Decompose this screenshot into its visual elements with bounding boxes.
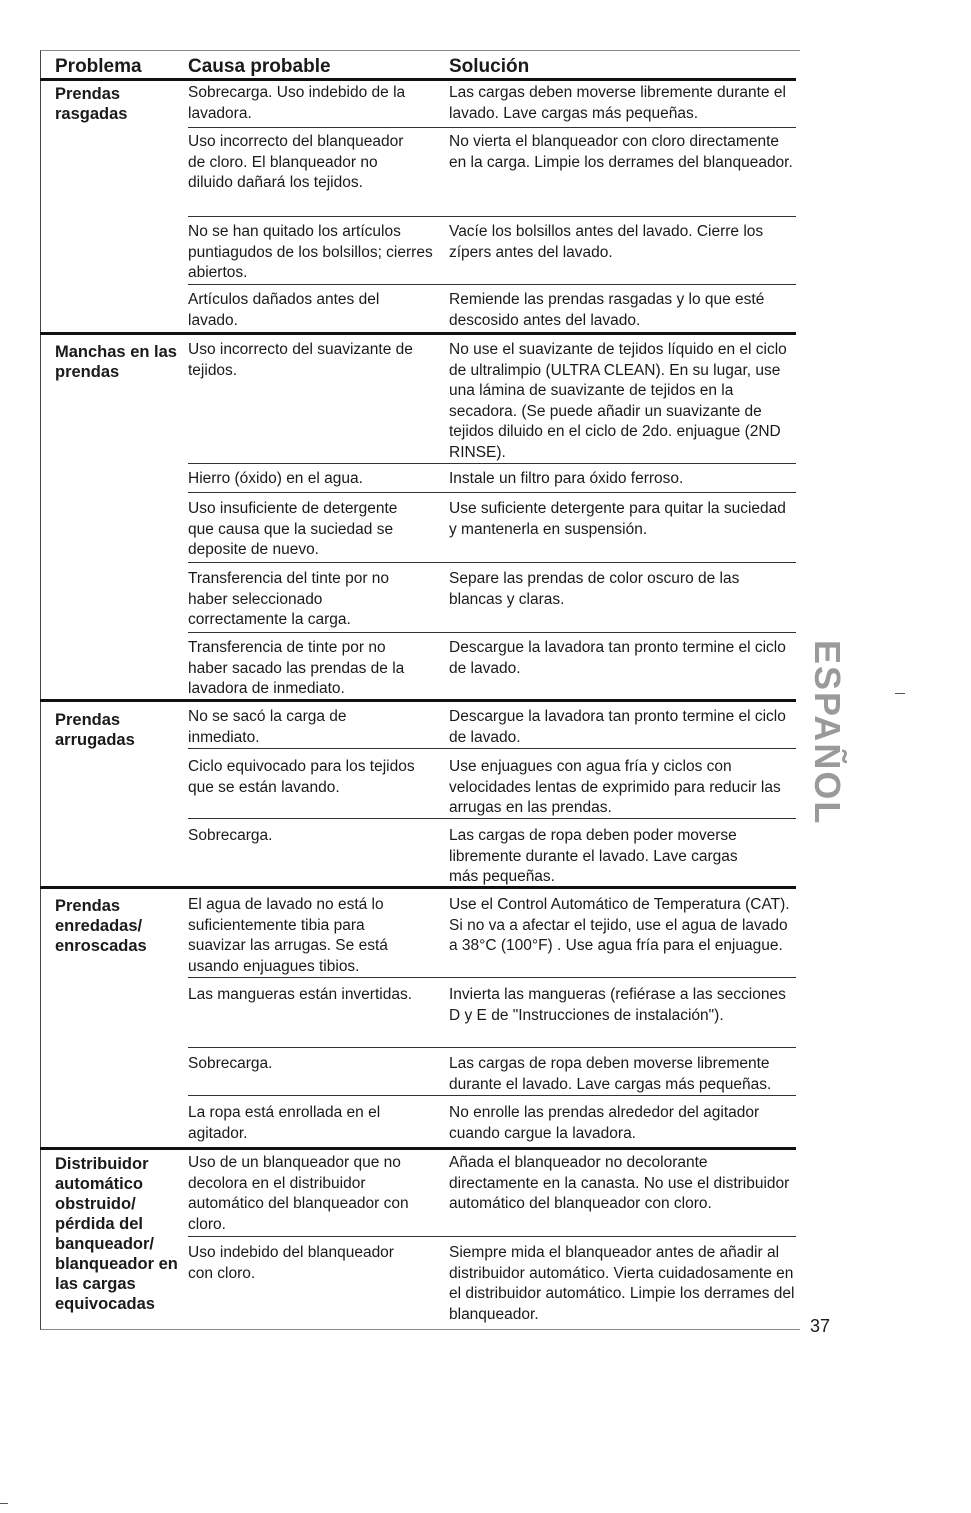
- row-rule: [188, 216, 796, 217]
- solution-text: Use enjuagues con agua fría y ciclos con velocidades lentas de exprimido para reducir las arrugas en las prendas.: [449, 758, 781, 816]
- row-rule: [188, 284, 796, 285]
- cause-text: Transferencia de tinte por no haber sacado las prendas de la lavadora de inmediato.: [188, 639, 405, 697]
- row-rule: [188, 463, 796, 464]
- problem-label: Prendas arrugadas: [55, 711, 135, 749]
- problem-label: Manchas en las prendas: [55, 343, 177, 381]
- solution-text: No enrolle las prendas alrededor del agitador cuando cargue la lavadora.: [449, 1104, 760, 1142]
- row-rule: [188, 562, 796, 563]
- side-language-label: ESPAÑOL: [807, 640, 848, 826]
- cause-text: No se sacó la carga de inmediato.: [188, 708, 347, 746]
- row-rule: [188, 632, 796, 633]
- problem-label: Prendas enredadas/ enroscadas: [55, 897, 147, 955]
- solution-text: Separe las prendas de color oscuro de las blancas y claras.: [449, 570, 740, 608]
- cause-text: Uso indebido del blanqueador con cloro.: [188, 1244, 394, 1282]
- solution-text: No use el suavizante de tejidos líquido en el ciclo de ultralimpio (ULTRA CLEAN). En su lugar, use una lámina de suavizante de tejidos en la secadora. (Se puede añadir un suavizante de tejidos diluido en el ciclo de 2do. enjuague (2ND RINSE).: [449, 341, 787, 461]
- cause-text: El agua de lavado no está lo suficientemente tibia para suavizar las arrugas. Se está usando enjuagues tibios.: [188, 896, 388, 975]
- header-problema: Problema: [55, 56, 142, 77]
- row-rule: [188, 977, 796, 978]
- cause-text: Artículos dañados antes del lavado.: [188, 291, 380, 329]
- margin-mark: [0, 1503, 8, 1504]
- solution-text: Vacíe los bolsillos antes del lavado. Cierre los zípers antes del lavado.: [449, 223, 764, 261]
- page-number: 37: [810, 1316, 831, 1336]
- solution-text: Añada el blanqueador no decolorante directamente en la canasta. No use el distribuidor automático del blanqueador con cloro.: [449, 1154, 790, 1212]
- cause-text: Las mangueras están invertidas.: [188, 986, 413, 1003]
- solution-text: Las cargas deben moverse libremente durante el lavado. Lave cargas más pequeñas.: [449, 84, 786, 122]
- row-rule: [188, 1236, 796, 1237]
- section-rule: [40, 78, 796, 81]
- margin-dash: [895, 693, 905, 694]
- cause-text: La ropa está enrollada en el agitador.: [188, 1104, 381, 1142]
- solution-text: Invierta las mangueras (refiérase a las secciones D y E de "Instrucciones de instalación").: [449, 986, 786, 1024]
- cause-text: Ciclo equivocado para los tejidos que se están lavando.: [188, 758, 415, 796]
- row-rule: [188, 1047, 796, 1048]
- header-solucion: Solución: [449, 56, 530, 77]
- solution-text: Use el Control Automático de Temperatura (CAT). Si no va a afectar el tejido, use el agua de lavado a 38°C (100°F) . Use agua fría para el enjuague.: [449, 896, 790, 954]
- section-rule: [40, 332, 796, 335]
- cause-text: Hierro (óxido) en el agua.: [188, 470, 363, 487]
- cause-text: Uso incorrecto del blanqueador de cloro. El blanqueador no diluido dañará los tejidos.: [188, 133, 404, 191]
- section-rule: [40, 1147, 796, 1150]
- cause-text: Uso incorrecto del suavizante de tejidos.: [188, 341, 413, 379]
- cause-text: No se han quitado los artículos puntiagudos de los bolsillos; cierres abiertos.: [188, 223, 433, 281]
- solution-text: Descargue la lavadora tan pronto termine el ciclo de lavado.: [449, 639, 786, 677]
- cause-text: Sobrecarga.: [188, 827, 273, 844]
- solution-text: Las cargas de ropa deben moverse libremente durante el lavado. Lave cargas más pequeñas.: [449, 1055, 772, 1093]
- problem-label: Prendas rasgadas: [55, 85, 128, 123]
- cause-text: Sobrecarga.: [188, 1055, 273, 1072]
- cause-text: Transferencia del tinte por no haber seleccionado correctamente la carga.: [188, 570, 390, 628]
- header-causa: Causa probable: [188, 56, 331, 77]
- solution-text: Las cargas de ropa deben poder moverse libremente durante el lavado. Lave cargas más pequeñas.: [449, 827, 738, 885]
- row-rule: [188, 748, 796, 749]
- solution-text: No vierta el blanqueador con cloro directamente en la carga. Limpie los derrames del blanqueador.: [449, 133, 793, 171]
- cause-text: Uso insuficiente de detergente que causa que la suciedad se deposite de nuevo.: [188, 500, 398, 558]
- cause-text: Sobrecarga. Uso indebido de la lavadora.: [188, 84, 406, 122]
- solution-text: Instale un filtro para óxido ferroso.: [449, 470, 684, 487]
- cause-text: Uso de un blanqueador que no decolora en el distribuidor automático del blanqueador con cloro.: [188, 1154, 409, 1233]
- row-rule: [188, 1095, 796, 1096]
- solution-text: Use suficiente detergente para quitar la suciedad y mantenerla en suspensión.: [449, 500, 786, 538]
- solution-text: Siempre mida el blanqueador antes de añadir al distribuidor automático. Vierta cuidadosamente en el distribuidor automático. Limpie los derrames del blanqueador.: [449, 1244, 795, 1323]
- row-rule: [188, 127, 796, 128]
- problem-label: Distribuidor automático obstruido/ pérdida del banqueador/ blanqueador en las cargas equivocadas: [55, 1155, 178, 1313]
- solution-text: Remiende las prendas rasgadas y lo que esté descosido antes del lavado.: [449, 291, 765, 329]
- solution-text: Descargue la lavadora tan pronto termine el ciclo de lavado.: [449, 708, 786, 746]
- row-rule: [188, 492, 796, 493]
